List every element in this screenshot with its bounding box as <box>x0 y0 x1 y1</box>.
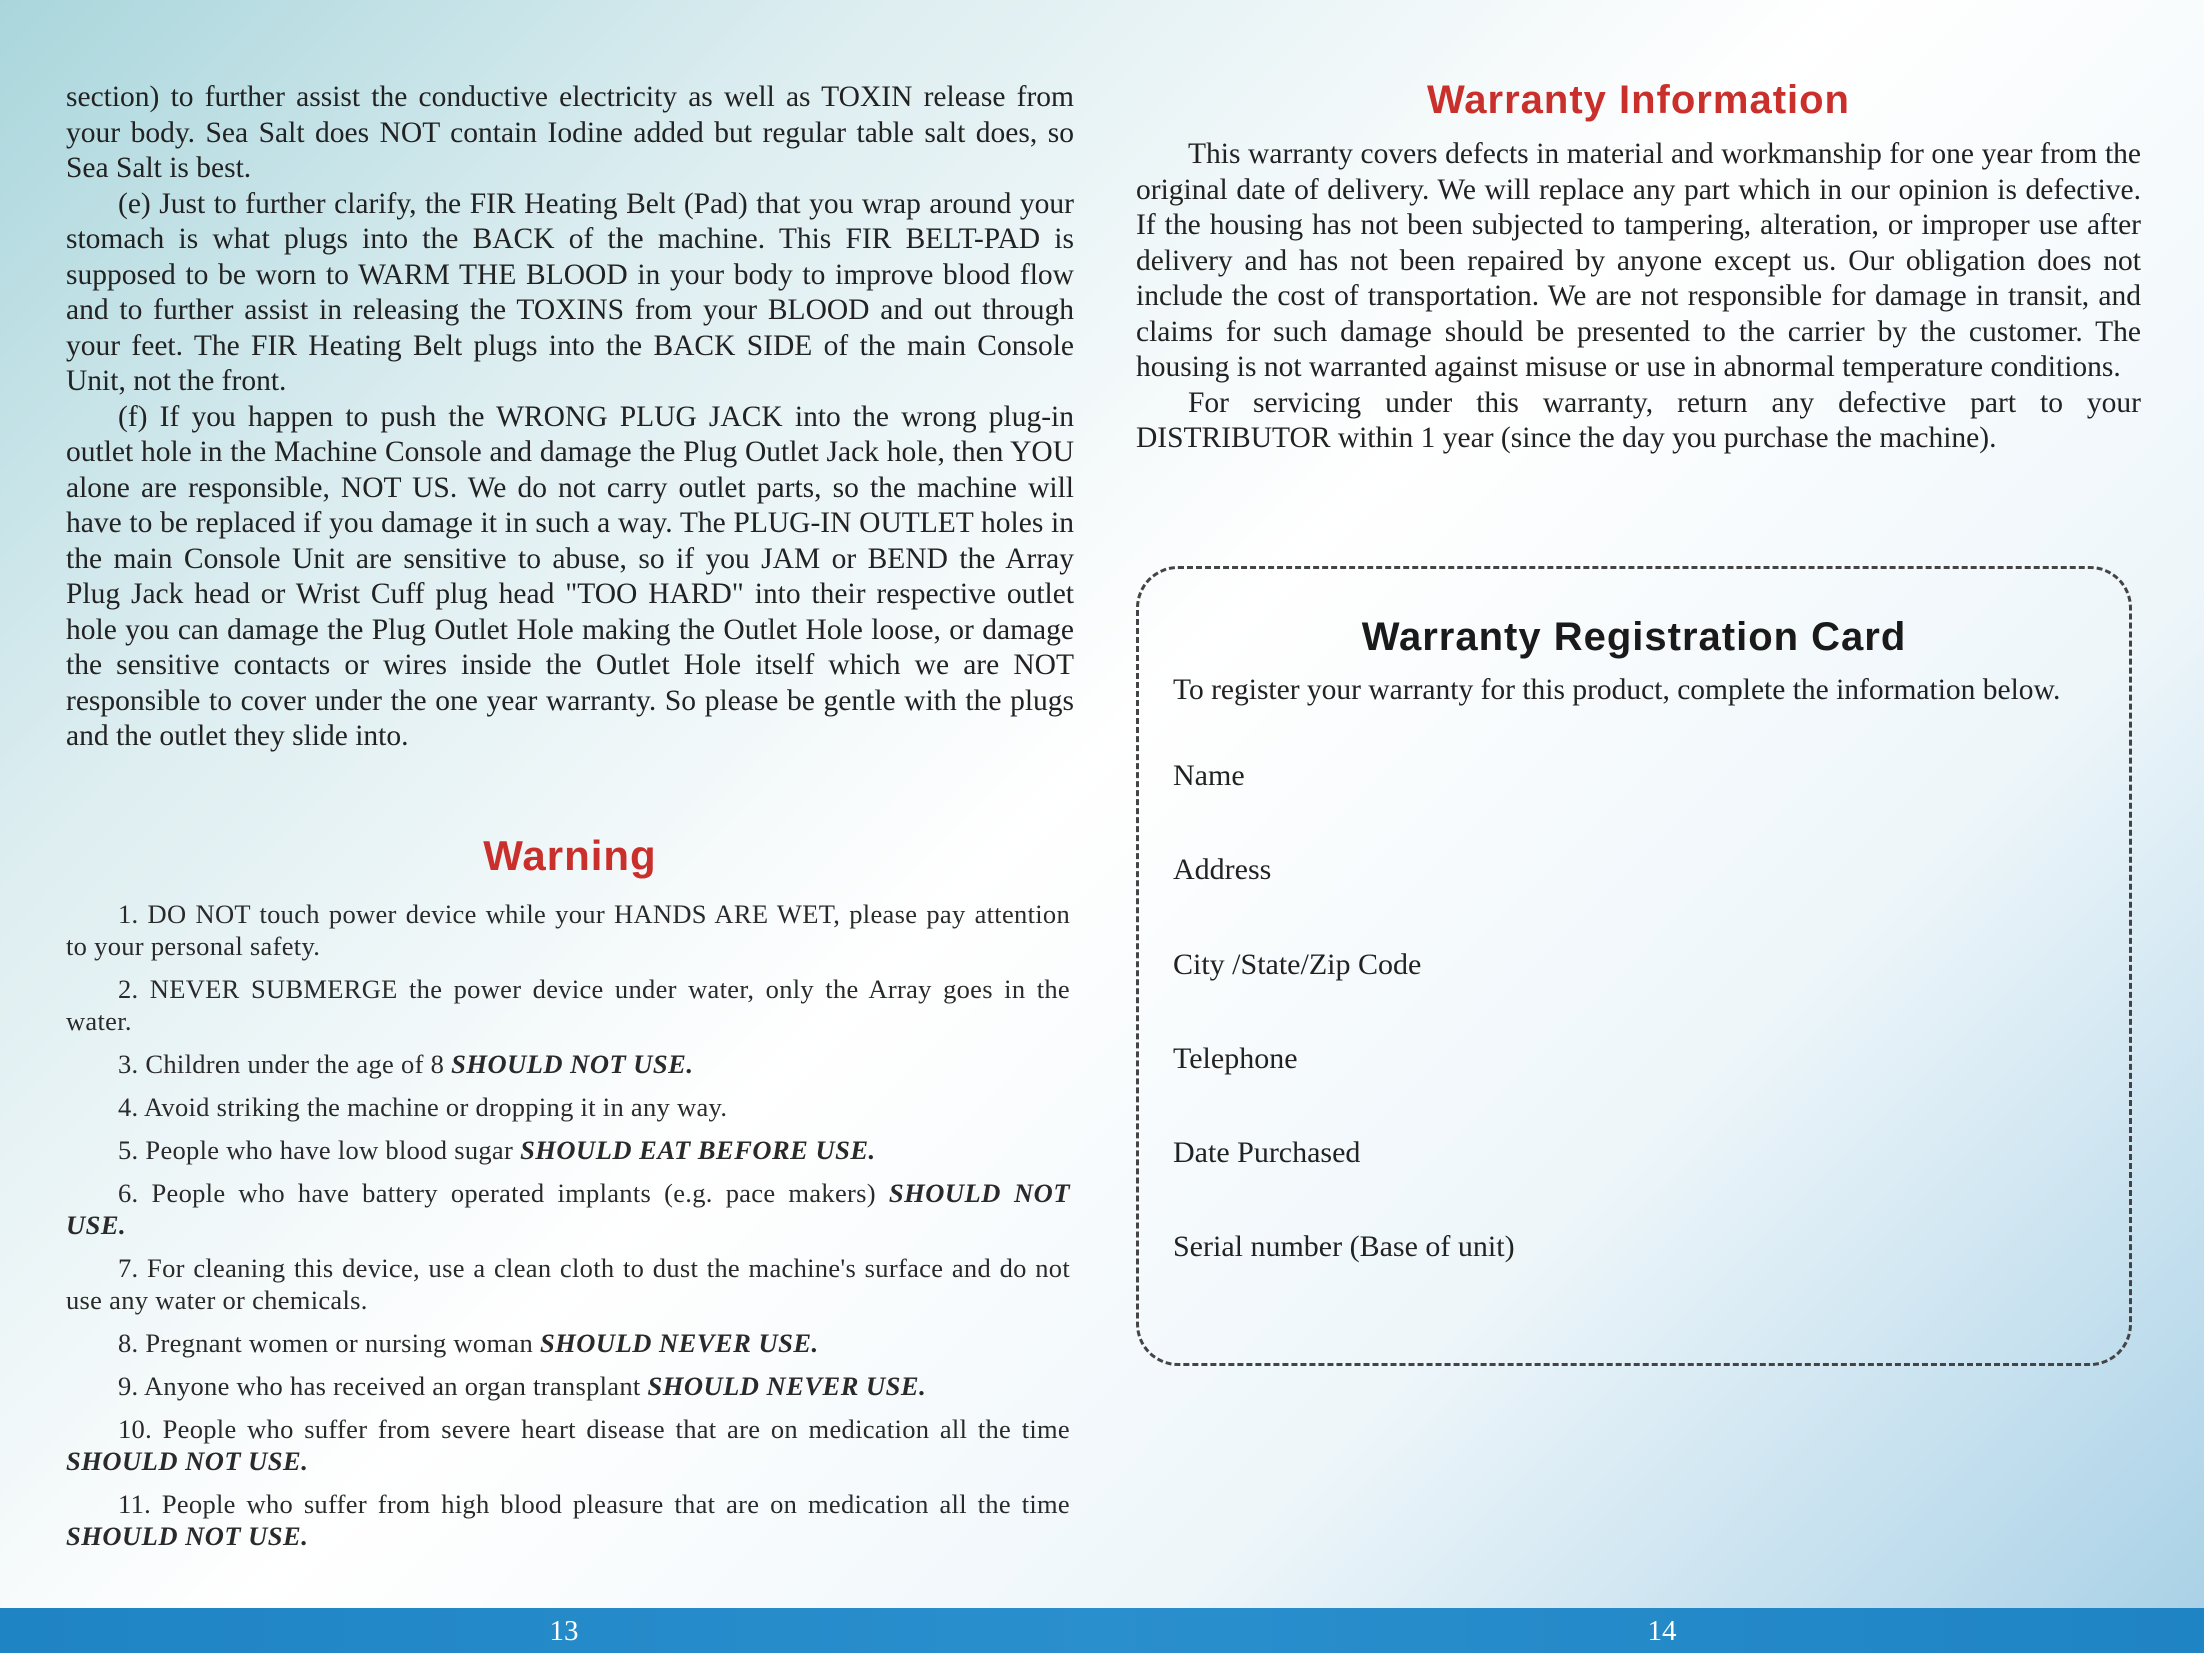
footer-bar <box>0 1608 2204 1653</box>
warning-item: 8. Pregnant women or nursing woman SHOULD NEVER USE. <box>118 1328 819 1358</box>
warning-item: 5. People who have low blood sugar SHOULD EAT BEFORE USE. <box>118 1135 876 1165</box>
warning-item: 3. Children under the age of 8 SHOULD NOT USE. <box>118 1049 694 1079</box>
page-number-right: 14 <box>1647 1615 1677 1647</box>
warning-item: 10. People who suffer from severe heart disease that are on medication all the time SHOULD NOT USE. <box>66 1414 1070 1476</box>
field-date-purchased: Date Purchased <box>1173 1136 1361 1170</box>
left-page <box>66 0 1074 1608</box>
field-address: Address <box>1173 853 1272 887</box>
field-city-state-zip: City /State/Zip Code <box>1173 947 1422 981</box>
warning-list <box>66 898 1070 1563</box>
warning-title: Warning <box>483 832 657 879</box>
warning-item: 6. People who have battery operated implants (e.g. pace makers) SHOULD NOT USE. <box>66 1178 1071 1240</box>
warning-item: 7. For cleaning this device, use a clean cloth to dust the machine's surface and do not use any water or chemicals. <box>66 1253 1070 1315</box>
right-page <box>1136 0 2141 1608</box>
page-number-left: 13 <box>549 1615 579 1647</box>
continued-paragraph: section) to further assist the conductive electricity as well as TOXIN release from your body. Sea Salt does NOT contain Iodine added but regular table salt does, so Sea Salt is best. <box>66 81 1074 184</box>
registration-fields <box>1173 759 2129 1325</box>
warning-item: 4. Avoid striking the machine or dropping it in any way. <box>118 1092 728 1122</box>
field-name: Name <box>1173 759 1245 792</box>
servicing-paragraph: For servicing under this warranty, return any defective part to your DISTRIBUTOR within 1 year (since the day you purchase the machine). <box>1136 386 2141 454</box>
warning-item: 9. Anyone who has received an organ transplant SHOULD NEVER USE. <box>118 1371 927 1401</box>
warranty-title: Warranty Information <box>1427 78 1850 122</box>
registration-card-intro: To register your warranty for this product, complete the information below. <box>1173 674 2061 706</box>
registration-card-title: Warranty Registration Card <box>1361 615 1907 659</box>
warning-item: 1. DO NOT touch power device while your HANDS ARE WET, please pay attention to your personal safety. <box>66 899 1070 961</box>
warning-item: 2. NEVER SUBMERGE the power device under water, only the Array goes in the water. <box>66 974 1070 1036</box>
paragraph-e: (e) Just to further clarify, the FIR Heating Belt (Pad) that you wrap around your stomach is what plugs into the BACK of the machine. This FIR BELT-PAD is supposed to be worn to WARM THE BLOOD in your body to improve blood flow and to further assist in releasing the TOXINS from your BLOOD and out through your feet. The FIR Heating Belt plugs into the BACK SIDE of the main Console Unit, not the front. <box>66 187 1074 397</box>
warranty-paragraph: This warranty covers defects in material and workmanship for one year from the original date of delivery. We will replace any part which in our opinion is defective. If the housing has not been subjected to tampering, alteration, or improper use after delivery and has not been repaired by anyone except us. Our obligation does not include the cost of transportation. We are not responsible for damage in transit, and claims for such damage should be presented to the carrier by the customer. The housing is not warranted against misuse or use in abnormal temperature conditions. <box>1136 138 2141 383</box>
paragraph-f: (f) If you happen to push the WRONG PLUG JACK into the wrong plug-in outlet hole in the Machine Console and damage the Plug Outlet Jack hole, then YOU alone are responsible, NOT US. We do not carry outlet parts, so the machine will have to be replaced if you damage it in such a way. The PLUG-IN OUTLET holes in the main Console Unit are sensitive to abuse, so if you JAM or BEND the Array Plug Jack head or Wrist Cuff plug head "TOO HARD" into their respective outlet hole you can damage the Plug Outlet Hole making the Outlet Hole loose, or damage the sensitive contacts or wires inside the Outlet Hole itself which we are NOT responsible to cover under the one year warranty. So please be gentle with the plugs and the outlet they slide into. <box>66 400 1074 752</box>
field-telephone: Telephone <box>1173 1041 1298 1075</box>
warning-item: 11. People who suffer from high blood pleasure that are on medication all the time SHOULD NOT USE. <box>66 1489 1070 1551</box>
registration-card <box>1136 566 2132 1366</box>
left-body-text <box>66 80 1074 755</box>
field-serial-number: Serial number (Base of unit) <box>1173 1230 1515 1264</box>
